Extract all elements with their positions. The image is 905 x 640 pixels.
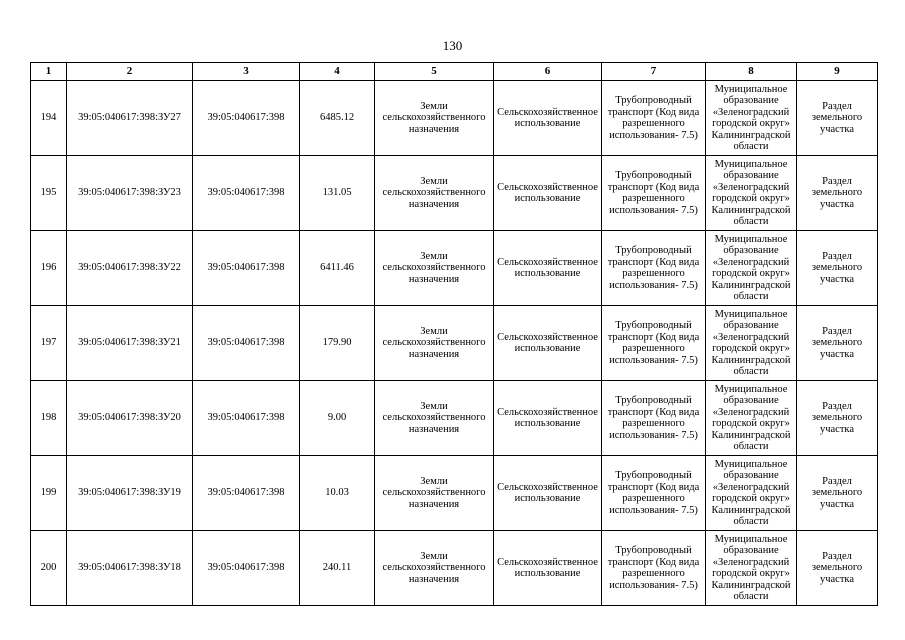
area-cell: 9.00 — [300, 381, 375, 456]
action-cell: Раздел земельного участка — [797, 156, 878, 231]
plot-id-cell: 39:05:040617:398:ЗУ20 — [67, 381, 193, 456]
land-category-cell: Земли сельскохозяйственного назначения — [375, 231, 494, 306]
column-header-6: 6 — [494, 63, 602, 81]
land-use-cell: Сельскохозяйственное использование — [494, 81, 602, 156]
land-use-cell: Сельскохозяйственное использование — [494, 156, 602, 231]
permitted-use-cell: Трубопроводный транспорт (Код вида разрешенного использования- 7.5) — [602, 306, 706, 381]
parent-cadastral-number-cell: 39:05:040617:398 — [193, 306, 300, 381]
plot-id-cell: 39:05:040617:398:ЗУ23 — [67, 156, 193, 231]
permitted-use-cell: Трубопроводный транспорт (Код вида разрешенного использования- 7.5) — [602, 456, 706, 531]
row-number-cell: 195 — [31, 156, 67, 231]
row-number-cell: 197 — [31, 306, 67, 381]
land-category-cell: Земли сельскохозяйственного назначения — [375, 531, 494, 606]
parent-cadastral-number-cell: 39:05:040617:398 — [193, 231, 300, 306]
plot-id-cell: 39:05:040617:398:ЗУ21 — [67, 306, 193, 381]
owner-cell: Муниципальное образование «Зеленоградский городской округ» Калининградской области — [706, 231, 797, 306]
row-number-cell: 200 — [31, 531, 67, 606]
parent-cadastral-number-cell: 39:05:040617:398 — [193, 381, 300, 456]
land-plots-table — [30, 62, 878, 606]
area-cell: 6411.46 — [300, 231, 375, 306]
plot-id-cell: 39:05:040617:398:ЗУ18 — [67, 531, 193, 606]
parent-cadastral-number-cell: 39:05:040617:398 — [193, 81, 300, 156]
row-number-cell: 199 — [31, 456, 67, 531]
owner-cell: Муниципальное образование «Зеленоградский городской округ» Калининградской области — [706, 306, 797, 381]
table-row — [31, 381, 878, 456]
land-use-cell: Сельскохозяйственное использование — [494, 531, 602, 606]
permitted-use-cell: Трубопроводный транспорт (Код вида разрешенного использования- 7.5) — [602, 381, 706, 456]
land-plots-table-container — [30, 62, 877, 602]
table-row — [31, 156, 878, 231]
area-cell: 10.03 — [300, 456, 375, 531]
column-header-2: 2 — [67, 63, 193, 81]
plot-id-cell: 39:05:040617:398:ЗУ27 — [67, 81, 193, 156]
area-cell: 131.05 — [300, 156, 375, 231]
column-header-7: 7 — [602, 63, 706, 81]
row-number-cell: 196 — [31, 231, 67, 306]
land-category-cell: Земли сельскохозяйственного назначения — [375, 456, 494, 531]
page-number: 130 — [442, 38, 463, 53]
land-use-cell: Сельскохозяйственное использование — [494, 306, 602, 381]
column-header-1: 1 — [31, 63, 67, 81]
plot-id-cell: 39:05:040617:398:ЗУ22 — [67, 231, 193, 306]
owner-cell: Муниципальное образование «Зеленоградский городской округ» Калининградской области — [706, 531, 797, 606]
column-header-8: 8 — [706, 63, 797, 81]
permitted-use-cell: Трубопроводный транспорт (Код вида разрешенного использования- 7.5) — [602, 231, 706, 306]
owner-cell: Муниципальное образование «Зеленоградский городской округ» Калининградской области — [706, 156, 797, 231]
table-body — [31, 81, 878, 606]
land-use-cell: Сельскохозяйственное использование — [494, 381, 602, 456]
land-use-cell: Сельскохозяйственное использование — [494, 231, 602, 306]
area-cell: 6485.12 — [300, 81, 375, 156]
column-header-9: 9 — [797, 63, 878, 81]
permitted-use-cell: Трубопроводный транспорт (Код вида разрешенного использования- 7.5) — [602, 156, 706, 231]
action-cell: Раздел земельного участка — [797, 531, 878, 606]
table-row — [31, 231, 878, 306]
land-category-cell: Земли сельскохозяйственного назначения — [375, 306, 494, 381]
land-category-cell: Земли сельскохозяйственного назначения — [375, 381, 494, 456]
table-row — [31, 456, 878, 531]
plot-id-cell: 39:05:040617:398:ЗУ19 — [67, 456, 193, 531]
table-row — [31, 81, 878, 156]
row-number-cell: 194 — [31, 81, 67, 156]
owner-cell: Муниципальное образование «Зеленоградский городской округ» Калининградской области — [706, 81, 797, 156]
column-header-4: 4 — [300, 63, 375, 81]
area-cell: 179.90 — [300, 306, 375, 381]
parent-cadastral-number-cell: 39:05:040617:398 — [193, 456, 300, 531]
parent-cadastral-number-cell: 39:05:040617:398 — [193, 531, 300, 606]
column-header-5: 5 — [375, 63, 494, 81]
table-row — [31, 306, 878, 381]
owner-cell: Муниципальное образование «Зеленоградский городской округ» Калининградской области — [706, 456, 797, 531]
column-header-3: 3 — [193, 63, 300, 81]
row-number-cell: 198 — [31, 381, 67, 456]
header-row — [31, 63, 878, 81]
parent-cadastral-number-cell: 39:05:040617:398 — [193, 156, 300, 231]
action-cell: Раздел земельного участка — [797, 231, 878, 306]
area-cell: 240.11 — [300, 531, 375, 606]
land-use-cell: Сельскохозяйственное использование — [494, 456, 602, 531]
owner-cell: Муниципальное образование «Зеленоградский городской округ» Калининградской области — [706, 381, 797, 456]
action-cell: Раздел земельного участка — [797, 381, 878, 456]
land-category-cell: Земли сельскохозяйственного назначения — [375, 156, 494, 231]
land-category-cell: Земли сельскохозяйственного назначения — [375, 81, 494, 156]
action-cell: Раздел земельного участка — [797, 81, 878, 156]
permitted-use-cell: Трубопроводный транспорт (Код вида разрешенного использования- 7.5) — [602, 531, 706, 606]
action-cell: Раздел земельного участка — [797, 306, 878, 381]
table-row — [31, 531, 878, 606]
permitted-use-cell: Трубопроводный транспорт (Код вида разрешенного использования- 7.5) — [602, 81, 706, 156]
action-cell: Раздел земельного участка — [797, 456, 878, 531]
